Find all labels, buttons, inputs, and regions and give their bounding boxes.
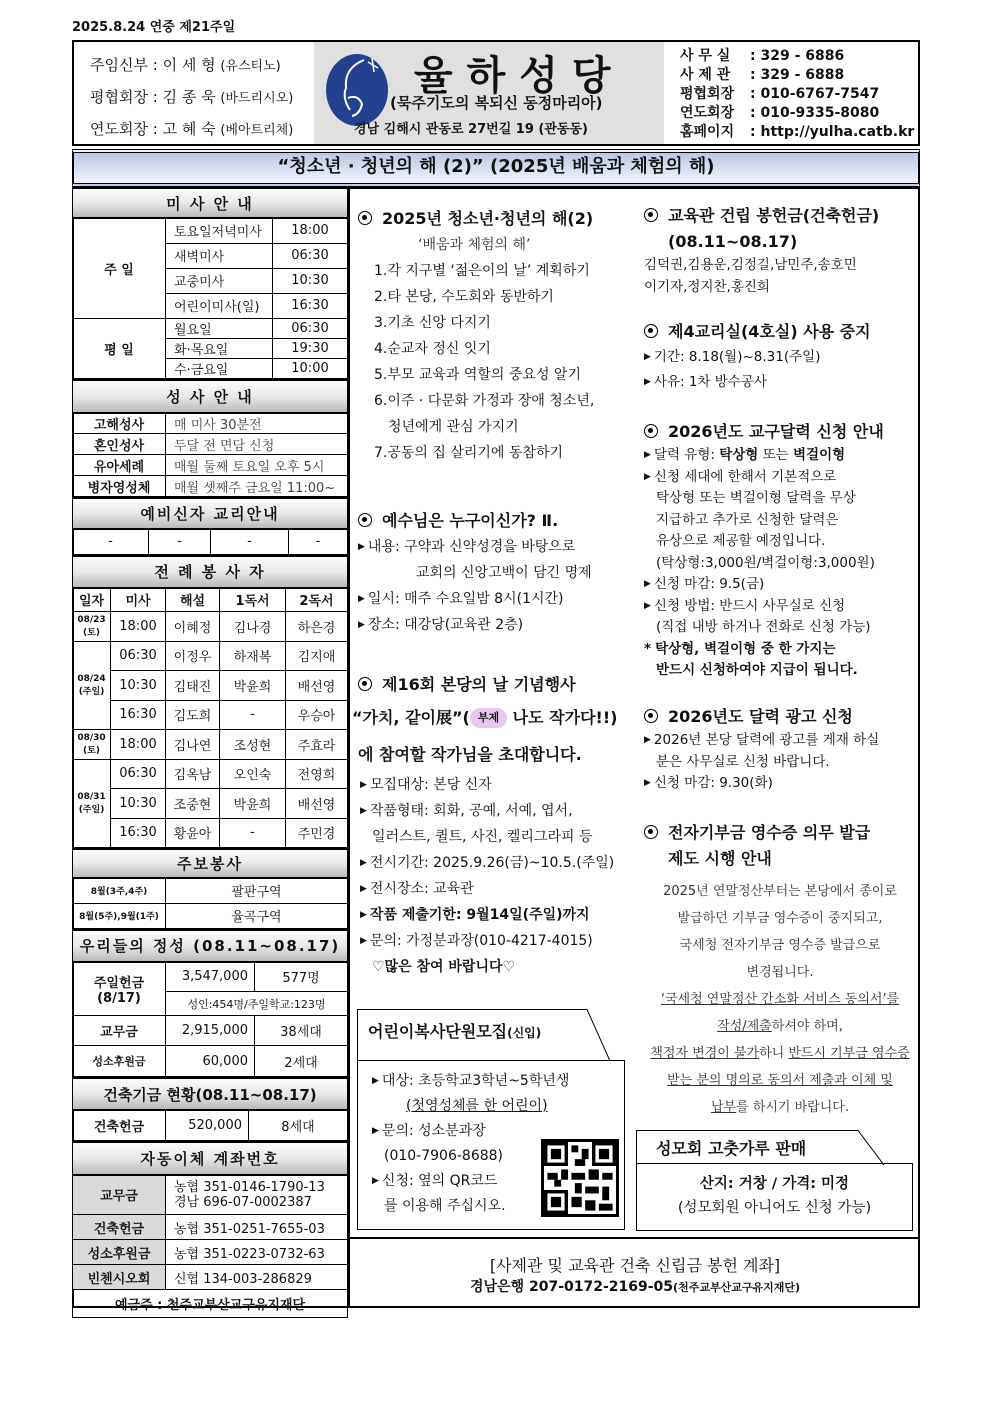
calendar-section: 2026년도 교구달력 신청 안내 ▶ 달력 유형: 탁상형 또는 벽걸이형 ▶ 신청 세대에 한해서 기본적으로 탁상형 또는 벽걸이형 달력을 무상 지급하고 추가로 신청한 달력은 유상으로 제공할 예정입니다. (탁상형:3,000원/벽걸이형:3,000원) ▶ 신청 마감: 9.5(금) ▶ 신청 방법: 반드시 사무실로 신청 (직접 내방 하거나 전화로 신청 가능) * 탁상형, 벽걸이형 중 한 가지는 반드시 신청하여야 지급이 됩니다. <box>644 422 884 678</box>
table-row: 08/23 (토) 18:00 이혜정 김나경 하은경 <box>73 612 348 642</box>
auto-transfer-table: 자동이체 계좌번호 교무금 농협 351-0146-1790-13 경남 696-07-0002387 건축헌금 농협 351-0251-7655-03 성소후원금 농협 351-0223-0732-63 빈첸시오회 신협 134-003-286829 예금주 : 천주교부산교구유지재단 <box>72 1141 348 1319</box>
triangle-bullet-icon: ▶ <box>644 352 651 362</box>
table-row: 10:30 조중현 박윤희 배선영 <box>73 789 348 819</box>
triangle-bullet-icon: ▶ <box>360 910 367 920</box>
triangle-bullet-icon: ▶ <box>644 600 651 611</box>
table-row: 16:30 김도희 - 우승아 <box>73 700 348 730</box>
section-header: 우리들의 정성 (08.11~08.17) <box>73 930 348 962</box>
bullet-icon <box>644 208 658 222</box>
section-header: 성 사 안 내 <box>73 380 348 413</box>
section-header: 예비신자 교리안내 <box>73 498 348 529</box>
triangle-bullet-icon: ▶ <box>360 936 367 946</box>
jesus-study-section: 예수님은 누구이신가? Ⅱ. ▶ 내용: 구약과 신약성경을 바탕으로 교회의 신앙고백이 담긴 명제 ▶ 일시: 매주 수요일밤 8시(1시간) ▶ 장소: 대강당(교육관 2층) <box>358 511 592 633</box>
triangle-bullet-icon: ▶ <box>644 450 651 460</box>
church-name: 율하성당 <box>414 53 625 99</box>
account-holder: 예금주 : 천주교부산교구유지재단 <box>73 1290 348 1318</box>
contact-list <box>664 42 918 144</box>
table-row: 10:30 김태진 박윤희 배선영 <box>73 671 348 701</box>
bulletin-service-table: 주보봉사 8월(3주,4주) 팔판구역 8월(5주),9월(1주) 율곡구역 <box>72 848 348 929</box>
staff-council: 평협회장 : 김 종 욱 (바드리시오) <box>90 88 294 106</box>
table-row: 08/31 (주일) 06:30 김옥남 오인숙 전영희 <box>73 759 348 789</box>
triangle-bullet-icon: ▶ <box>358 620 365 630</box>
section-header: 자동이체 계좌번호 <box>73 1142 348 1175</box>
bullet-icon <box>644 825 658 839</box>
contact-rectory: 사 제 관 : 329 - 6888 <box>680 67 845 83</box>
church-logo-icon <box>324 48 390 128</box>
triangle-bullet-icon: ▶ <box>358 594 365 604</box>
bullet-icon <box>358 677 372 691</box>
sacrament-table: 성 사 안 내 고해성사 매 미사 30분전 혼인성사 두달 전 면담 신청 유아세례 매월 둘째 토요일 오후 5시 병자영성체 매월 셋째주 금요일 11:00~ <box>72 379 348 498</box>
mass-schedule-table: 미 사 안 내 주 일 토요일저녁미사 18:00 새벽미사 06:30 교중미사 10:30 어린이미사(일) 16:30 평 일 월요일 06:30 화·목요일 19:30 수·금요일 10:00 <box>72 187 348 379</box>
contact-office: 사 무 실 : 329 - 6886 <box>680 48 845 64</box>
altar-server-box: ▶ 대상: 초등학교3학년~5학년생 (첫영성체를 한 어린이) ▶ 문의: 성소분과장 (010-7906-8688) ▶ 신청: 옆의 QR코드 를 이용해 주십시오. <box>357 1060 625 1230</box>
parish-day-section: 제16회 본당의 날 기념행사 “가치, 같이展”( 부제 나도 작가다!!) 에 참여할 작가님을 초대합니다. ▶ 모집대상: 본당 신자 ▶ 작품형태: 회화, 공예, 서예, 엽서, 일러스트, 퀼트, 사진, 켈리그라피 등 ▶ 전시기간: 2025.9.26(금)~10.5.(주일) ▶ 전시장소: 교육관 ▶ 작품 제출기한: 9월14일(주일)까지 ▶ 문의: 가정분과장(010-4217-4015) ♡많은 참여 바랍니다♡ <box>352 675 618 975</box>
church-address: 경남 김해시 관동로 27번길 19 (관동동) <box>354 122 588 137</box>
section-header: 건축기금 현황(08.11~08.17) <box>73 1078 348 1110</box>
bullet-icon <box>644 709 658 723</box>
qr-code-icon[interactable] <box>541 1139 619 1217</box>
table-row: 08/30 (토) 18:00 김나연 조성현 주효라 <box>73 730 348 760</box>
triangle-bullet-icon: ▶ <box>372 1076 379 1086</box>
youth-year-section: 2025년 청소년·청년의 해(2) ‘배움과 체험의 해’ 1.각 지구별 ‘젊은이의 날’ 계획하기 2.타 본당, 수도회와 동반하기 3.기초 신앙 다지기 4.순교자 정신 잇기 5.부모 교육과 역할의 중요성 알기 6.이주 · 다문화 가정과 장애 청소년, 청년에게 관심 가지기 7.공동의 집 살리기에 동참하기 <box>358 206 638 466</box>
triangle-bullet-icon: ▶ <box>360 806 367 816</box>
staff-memorial: 연도회장 : 고 혜 숙 (베아트리체) <box>90 120 294 138</box>
altar-server-title: 어린이복사단원모집(신입) <box>368 1022 542 1041</box>
left-column <box>72 187 350 1313</box>
triangle-bullet-icon: ▶ <box>644 377 651 387</box>
bullet-icon <box>358 513 372 527</box>
building-offering-section: 교육관 건립 봉헌금(건축헌금) (08.11~08.17) 김덕권,김용운,김정길,남민주,송호민 이기자,정지찬,홍진희 <box>644 206 880 295</box>
pepper-sale-title: 성모회 고춧가루 판매 <box>656 1139 807 1158</box>
triangle-bullet-icon: ▶ <box>644 778 651 788</box>
pepper-sale-box: 산지: 거창 / 가격: 미정 (성모회원 아니어도 신청 가능) <box>636 1163 913 1231</box>
triangle-bullet-icon: ▶ <box>358 542 365 552</box>
section-header: 미 사 안 내 <box>73 188 348 218</box>
bullet-icon <box>644 424 658 438</box>
triangle-bullet-icon: ▶ <box>360 780 367 790</box>
church-patron: (묵주기도의 복되신 동정마리아) <box>390 94 603 112</box>
building-fund-table: 건축기금 현황(08.11~08.17) 건축헌금 520,000 8세대 <box>72 1077 348 1141</box>
room-closed-section: 제4교리실(4호실) 사용 중지 ▶ 기간: 8.18(월)~8.31(주일) ▶ 사유: 1차 방수공사 <box>644 322 871 390</box>
contact-memorial: 연도회장 : 010-9335-8080 <box>680 105 880 121</box>
triangle-bullet-icon: ▶ <box>360 884 367 894</box>
triangle-bullet-icon: ▶ <box>360 858 367 868</box>
triangle-bullet-icon: ▶ <box>644 735 651 745</box>
catechumen-table: 예비신자 교리안내 - - - - <box>72 497 348 555</box>
section-header: 주보봉사 <box>73 849 348 878</box>
church-title-block <box>314 42 664 144</box>
bullet-icon <box>644 324 658 338</box>
triangle-bullet-icon: ▶ <box>644 471 651 482</box>
staff-pastor: 주임신부 : 이 세 형 (유스티노) <box>90 56 281 74</box>
calendar-ad-section: 2026년도 달력 광고 신청 ▶ 2026년 본당 달력에 광고를 게재 하실 분은 사무실로 신청 바랍니다. ▶ 신청 마감: 9.30(화) <box>644 707 880 791</box>
contact-council: 평협회장 : 010-6767-7547 <box>680 86 880 102</box>
masthead <box>72 40 920 146</box>
triangle-bullet-icon: ▶ <box>372 1176 379 1186</box>
theme-banner: “청소년 · 청년의 해 (2)” (2025년 배움과 체험의 해) <box>72 149 920 187</box>
table-row: 08/24 (주일) 06:30 이정우 하재복 김지애 <box>73 641 348 671</box>
contact-homepage[interactable]: 홈페이지 : http://yulha.catb.kr <box>680 124 915 140</box>
building-donation-account: [사제관 및 교육관 건축 신립금 봉헌 계좌] 경남은행 207-0172-2169-05(천주교부산교구유지재단) <box>350 1237 920 1308</box>
triangle-bullet-icon: ▶ <box>644 579 651 589</box>
liturgy-servers-table: 전 례 봉 사 자 일자 미사 해설 1독서 2독서 08/23 (토) 18:00 이혜정 김나경 하은경 08/24 (주일) 06:30 이정우 하재복 김지애 10:30 김태진 박윤희 배선영 16:30 김도희 - 우승아 08/30 (토) 18:00 김나연 조성현 주효라 08/31 (주일) 06:30 김옥남 오인숙 전영희 10:30 조중현 박윤희 배선영 16:30 황윤아 - 주민경 <box>72 555 348 849</box>
offering-table: 우리들의 정성 (08.11~08.17) 주일헌금 (8/17) 3,547,000 577명 성인:454명/주일학교:123명 교무금 2,915,000 38세대 성소후원금 60,000 2세대 <box>72 929 348 1078</box>
staff-list <box>74 42 314 144</box>
bullet-icon <box>358 211 372 225</box>
donation-receipt-section: 전자기부금 영수증 의무 발급 제도 시행 안내 2025년 연말정산부터는 본당에서 종이로 발급하던 기부금 영수증이 중지되고, 국세청 전자기부금 영수증 발급으로 변경됩니다. ‘국세청 연말정산 간소화 서비스 동의서’를 작성/제출하셔야 하며, 책정자 변경이 불가하니 반드시 기부금 영수증 받는 분의 명의로 동의서 제출과 이체 및 납부를 하시기 바랍니다. <box>640 820 920 1121</box>
subtitle-badge: 부제 <box>470 708 507 728</box>
section-header: 전 례 봉 사 자 <box>73 556 348 588</box>
issue-date: 2025.8.24 연중 제21주일 <box>72 20 236 35</box>
table-row: 16:30 황윤아 - 주민경 <box>73 818 348 848</box>
triangle-bullet-icon: ▶ <box>372 1126 379 1136</box>
